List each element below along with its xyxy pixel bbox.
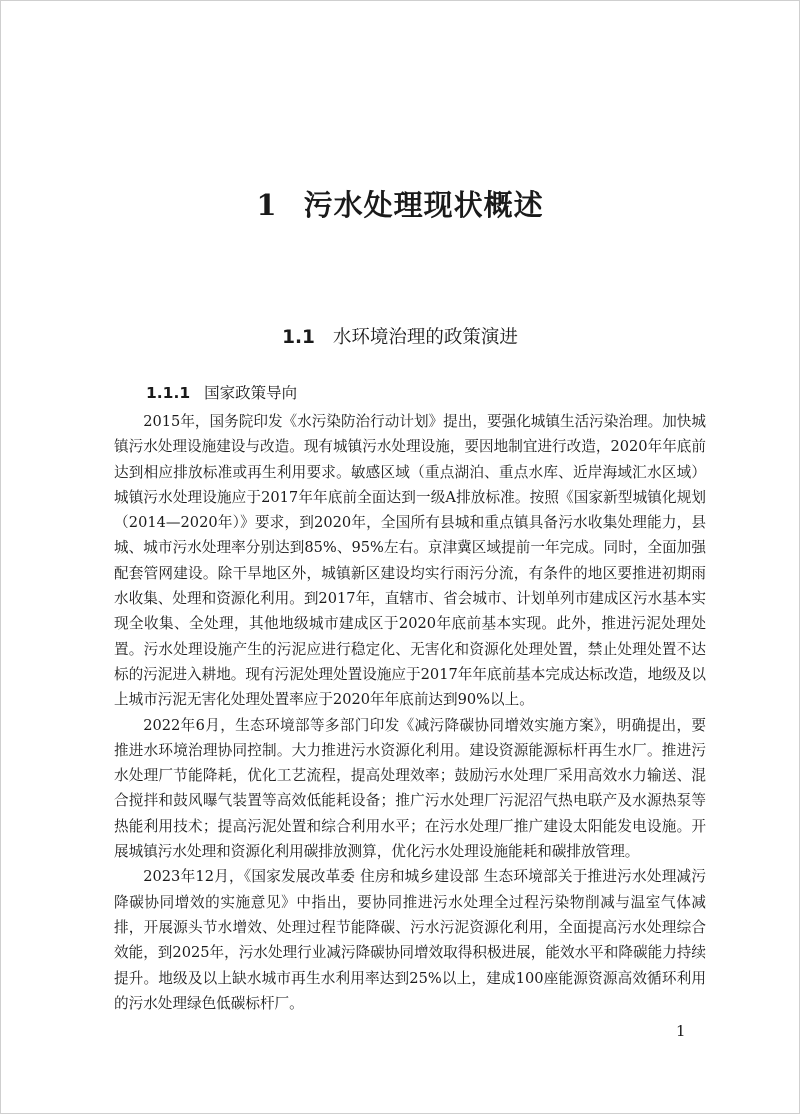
subsection-title — [146, 381, 297, 403]
paragraph-3: 2023年12月，《国家发展改革委 住房和城乡建设部 生态环境部关于推进污水处理减污降碳协同增效的实施意见》中指出，要协同推进污水处理全过程污染物削减与温室气体减排，开展源头节水增效、处理过程节能降碳、污水污泥资源化利用，全面提高污水处理综合效能，到2025年，污水处理行业减污降碳协同增效取得积极进展，能效水平和降碳能力持续提升。地级及以上缺水城市再生水利用率达到25%以上，建成100座能源资源高效循环利用的污水处理绿色低碳标杆厂。 — [114, 868, 706, 1012]
chapter-title-text: 污水处理现状概述 — [303, 188, 544, 222]
section-title-text: 水环境治理的政策演进 — [332, 327, 518, 348]
page-number: 1 — [676, 1022, 686, 1040]
subsection-number: 1.1.1 — [146, 384, 191, 402]
body-text — [114, 409, 706, 1016]
chapter-title — [0, 183, 800, 224]
section-title — [0, 323, 800, 349]
chapter-number: 1 — [256, 188, 278, 222]
section-number: 1.1 — [282, 327, 315, 348]
paragraph-1: 2015年，国务院印发《水污染防治行动计划》提出，要强化城镇生活污染治理。加快城镇污水处理设施建设与改造。现有城镇污水处理设施，要因地制宜进行改造，2020年年底前达到相应排放标准或再生利用要求。敏感区域（重点湖泊、重点水库、近岸海域汇水区域）城镇污水处理设施应于2017年年底前全面达到一级A排放标准。按照《国家新型城镇化规划（2014—2020年）》要求，到2020年，全国所有县城和重点镇具备污水收集处理能力，县城、城市污水处理率分别达到85%、95%左右。京津冀区域提前一年完成。同时，全面加强配套管网建设。除干旱地区外，城镇新区建设均实行雨污分流，有条件的地区要推进初期雨水收集、处理和资源化利用。到2017年，直辖市、省会城市、计划单列市建成区污水基本实现全收集、全处理，其他地级城市建成区于2020年底前基本实现。此外，推进污泥处理处置。污水处理设施产生的污泥应进行稳定化、无害化和资源化处理处置，禁止处理处置不达标的污泥进入耕地。现有污泥处理处置设施应于2017年年底前基本完成达标改造，地级及以上城市污泥无害化处理处置率应于2020年年底前达到90%以上。 — [114, 413, 706, 709]
subsection-title-text: 国家政策导向 — [204, 384, 298, 402]
paragraph-2: 2022年6月，生态环境部等多部门印发《减污降碳协同增效实施方案》，明确提出，要推进水环境治理协同控制。大力推进污水资源化利用。建设资源能源标杆再生水厂。推进污水处理厂节能降耗，优化工艺流程，提高处理效率；鼓励污水处理厂采用高效水力输送、混合搅拌和鼓风曝气装置等高效低能耗设备；推广污水处理厂污泥沼气热电联产及水源热泵等热能利用技术；提高污泥处置和综合利用水平；在污水处理厂推广建设太阳能发电设施。开展城镇污水处理和资源化利用碳排放测算，优化污水处理设施能耗和碳排放管理。 — [114, 716, 706, 861]
